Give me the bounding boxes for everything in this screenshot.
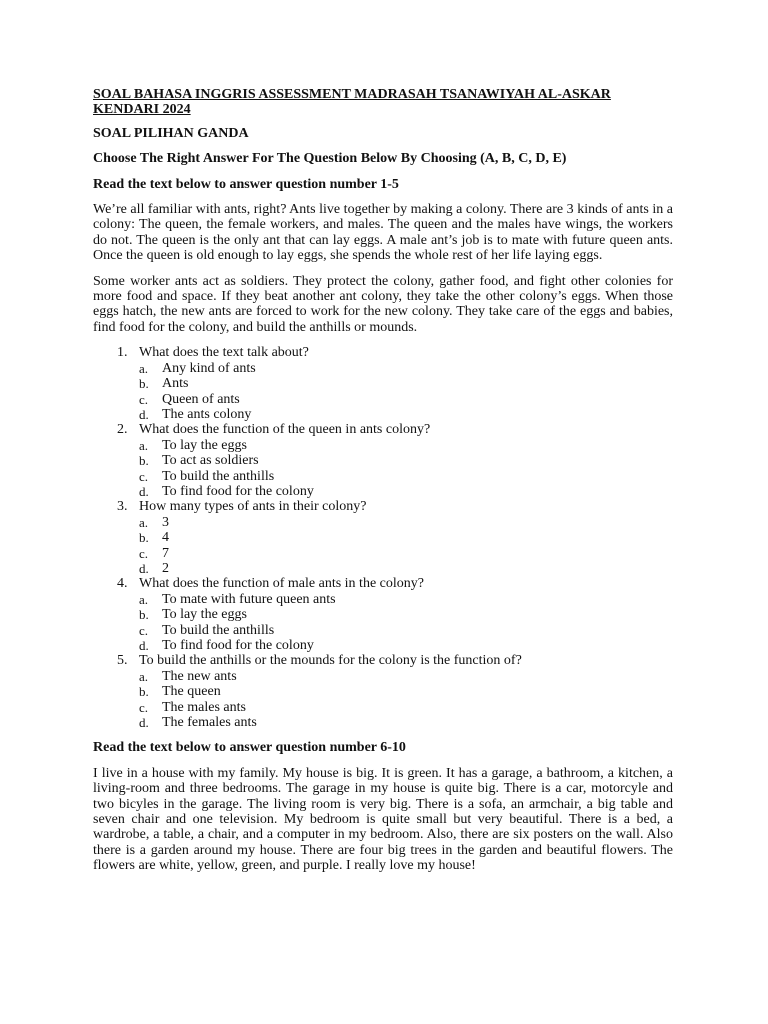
option-d xyxy=(139,638,673,653)
question-number: 5. xyxy=(117,653,128,669)
question-number: 3. xyxy=(117,499,128,515)
passage2-heading: Read the text below to answer question number 6-10 xyxy=(93,740,406,756)
question-3 xyxy=(117,499,673,576)
option-letter: a. xyxy=(139,360,149,376)
question-number: 1. xyxy=(117,345,128,361)
option-list xyxy=(139,515,673,577)
option-letter: c. xyxy=(139,545,149,561)
option-b xyxy=(139,684,673,700)
option-letter: b. xyxy=(139,530,149,546)
question-text: To build the anthills or the mounds for the colony is the function of? xyxy=(139,653,522,669)
option-text: The queen xyxy=(162,684,221,700)
option-text: 7 xyxy=(162,545,169,561)
option-list xyxy=(139,438,673,500)
option-c xyxy=(139,699,673,715)
option-text: To act as soldiers xyxy=(162,453,259,469)
question-text: What does the text talk about? xyxy=(139,345,309,361)
option-text: Ants xyxy=(162,376,189,392)
option-text: The males ants xyxy=(162,699,246,715)
option-c xyxy=(139,622,673,638)
option-text: To find food for the colony xyxy=(162,483,314,499)
option-b xyxy=(139,376,673,392)
option-d xyxy=(139,406,673,422)
option-letter: c. xyxy=(139,622,149,638)
question-list xyxy=(93,345,673,730)
option-text: To find food for the colony xyxy=(162,638,314,653)
option-letter: c. xyxy=(139,468,149,484)
question-text: What does the function of the queen in ants colony? xyxy=(139,422,431,438)
option-a xyxy=(139,437,673,453)
option-letter: a. xyxy=(139,668,149,684)
instruction: Choose The Right Answer For The Question Below By Choosing (A, B, C, D, E) xyxy=(93,151,567,167)
option-letter: b. xyxy=(139,684,149,700)
option-c xyxy=(139,545,673,561)
option-text: To build the anthills xyxy=(162,468,275,484)
option-text: Queen of ants xyxy=(162,391,240,407)
option-letter: c. xyxy=(139,391,149,407)
option-letter: d. xyxy=(139,715,149,731)
option-text: The ants colony xyxy=(162,406,252,422)
document-title xyxy=(93,87,673,118)
option-letter: b. xyxy=(139,376,149,392)
option-text: Any kind of ants xyxy=(162,360,256,376)
passage1-paragraph-1: We’re all familiar with ants, right? Ants live together by making a colony. There are 3 kinds of ants in a colony: The queen, the female workers, and males. The queen and the males have wings, the workers do not. The queen is the only ant that can lay eggs. A male ant’s job is to mate with future queen ants. Once the queen is old enough to lay eggs, she spends the whole rest of her life laying eggs. xyxy=(93,202,673,264)
option-text: To build the anthills xyxy=(162,622,275,638)
option-list xyxy=(139,669,673,731)
option-d xyxy=(139,715,673,731)
question-text: How many types of ants in their colony? xyxy=(139,499,367,515)
option-a xyxy=(139,514,673,530)
option-a xyxy=(139,360,673,376)
option-letter: a. xyxy=(139,591,149,607)
option-letter: b. xyxy=(139,607,149,623)
option-letter: d. xyxy=(139,406,149,422)
option-text: To mate with future queen ants xyxy=(162,591,336,607)
option-letter: d. xyxy=(139,560,149,576)
option-letter: a. xyxy=(139,514,149,530)
option-text: 4 xyxy=(162,530,169,546)
option-text: To lay the eggs xyxy=(162,437,247,453)
option-text: 2 xyxy=(162,560,169,576)
option-b xyxy=(139,453,673,469)
option-a xyxy=(139,591,673,607)
passage1-heading: Read the text below to answer question number 1-5 xyxy=(93,176,399,192)
option-list xyxy=(139,592,673,654)
question-2 xyxy=(117,422,673,499)
document-title-line2: KENDARI 2024 xyxy=(93,102,191,118)
passage2-paragraph-1: I live in a house with my family. My house is big. It is green. It has a garage, a bathroom, a kitchen, a living-room and three bedrooms. The garage in my house is quite big. There is a car, motorcyle and two bicyles in the garage. The living room is very big. There is a sofa, an armchair, a big table and seven chair and one television. My bedroom is quite small but very beautiful. There is a bed, a wardrobe, a table, a chair, and a computer in my bedroom. Also, there are six posters on the wall. Also there is a garden around my house. There are four big trees in the garden and beautiful flowers. The flowers are white, yellow, green, and purple. I really love my house! xyxy=(93,765,673,874)
option-list xyxy=(139,361,673,423)
option-b xyxy=(139,607,673,623)
option-text: 3 xyxy=(162,514,169,530)
option-letter: b. xyxy=(139,453,149,469)
option-text: The females ants xyxy=(162,715,257,731)
question-number: 2. xyxy=(117,422,128,438)
question-text: What does the function of male ants in the colony? xyxy=(139,576,424,592)
question-number: 4. xyxy=(117,576,128,592)
option-c xyxy=(139,391,673,407)
question-4 xyxy=(117,576,673,653)
question-1 xyxy=(117,345,673,422)
section-heading: SOAL PILIHAN GANDA xyxy=(93,125,249,141)
option-c xyxy=(139,468,673,484)
option-text: The new ants xyxy=(162,668,237,684)
document-title-line1: SOAL BAHASA INGGRIS ASSESSMENT MADRASAH TSANAWIYAH AL-ASKAR xyxy=(93,87,611,102)
option-d xyxy=(139,483,673,499)
option-letter: d. xyxy=(139,638,149,653)
option-b xyxy=(139,530,673,546)
option-d xyxy=(139,560,673,576)
question-5 xyxy=(117,653,673,731)
option-letter: c. xyxy=(139,699,149,715)
option-letter: a. xyxy=(139,437,149,453)
passage1-paragraph-2: Some worker ants act as soldiers. They protect the colony, gather food, and fight other colonies for more food and space. If they beat another ant colony, they take the other colony’s eggs. When those eggs hatch, the new ants are forced to work for the new colony. They take care of the eggs and babies, find food for the colony, and build the anthills or mounds. xyxy=(93,273,673,335)
option-a xyxy=(139,668,673,684)
option-letter: d. xyxy=(139,483,149,499)
option-text: To lay the eggs xyxy=(162,607,247,623)
